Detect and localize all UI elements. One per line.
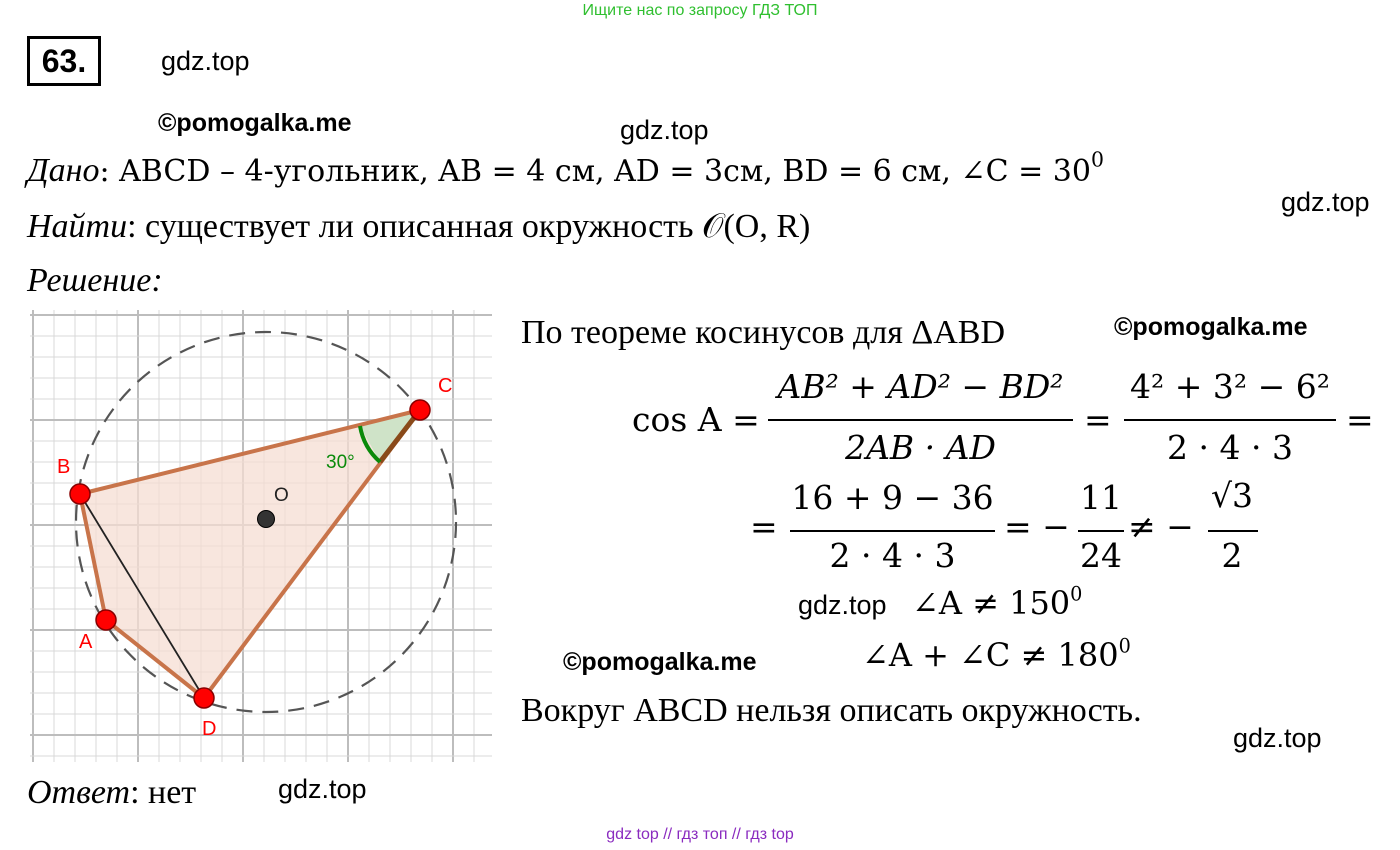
watermark-gdz: gdz.top (161, 46, 250, 76)
point-d (194, 688, 214, 708)
footer-links: gdz top // гдз топ // гдз top (606, 826, 794, 843)
formula-equals-minus: = − (1004, 507, 1070, 546)
given-label: Дано (27, 152, 100, 189)
fraction-5-denominator: 2 (1221, 536, 1243, 575)
watermark-gdz: gdz.top (1281, 187, 1370, 217)
point-a (96, 610, 116, 630)
watermark-pomogalka: ©pomogalka.me (563, 648, 757, 676)
watermark-gdz: gdz.top (1233, 723, 1322, 753)
given-line (27, 147, 1104, 190)
given-text: : ABCD – 4-угольник, AB = 4 см, AD = 3см, BD = 6 см, ∠C = 30 (99, 154, 1091, 189)
conclusion-line: Вокруг ABCD нельзя описать окружность. (521, 692, 1142, 729)
fraction-2-bar (1124, 419, 1336, 421)
top-banner: Ищите нас по запросу ГДЗ ТОП (582, 2, 818, 19)
angle-label: 30° (326, 452, 355, 473)
geometry-figure (30, 310, 492, 762)
fraction-4-denominator: 24 (1080, 536, 1122, 575)
find-line (27, 208, 810, 246)
fraction-1-bar (768, 419, 1073, 421)
angle-sum-text: ∠A + ∠C ≠ 180 (862, 636, 1119, 674)
watermark-pomogalka: ©pomogalka.me (1114, 313, 1308, 341)
point-b (70, 484, 90, 504)
watermark-gdz: gdz.top (620, 115, 709, 145)
answer-label: Ответ (27, 774, 131, 811)
label-b: B (57, 456, 71, 478)
watermark-pomogalka: ©pomogalka.me (158, 109, 352, 137)
angle-a-line (912, 584, 1082, 622)
fraction-2-numerator: 4² + 3² − 6² (1130, 367, 1330, 406)
label-d: D (202, 718, 217, 740)
given-degree: 0 (1090, 147, 1104, 172)
angle-sum-line (862, 636, 1131, 674)
formula-equals: = (1084, 400, 1112, 439)
fraction-5-numerator: √3 (1210, 476, 1254, 515)
label-a: A (79, 631, 93, 653)
formula-equals-end: = (1346, 400, 1374, 439)
find-text: : существует ли описанная окружность 𝒪(O, R) (127, 208, 811, 245)
fraction-4-numerator: 11 (1080, 478, 1122, 517)
watermark-gdz: gdz.top (798, 590, 887, 620)
angle-a-text: ∠A ≠ 150 (912, 584, 1071, 622)
angle-a-degree: 0 (1070, 582, 1083, 606)
fraction-2-denominator: 2 · 4 · 3 (1167, 428, 1293, 467)
formula-lhs: cos A = (632, 400, 760, 439)
center-point-o (258, 511, 275, 528)
label-o: O (274, 485, 289, 506)
watermark-gdz: gdz.top (278, 774, 367, 804)
point-c (410, 400, 430, 420)
answer-line (27, 774, 196, 812)
fraction-5-bar (1208, 530, 1258, 532)
problem-number: 63. (27, 36, 101, 86)
solution-label: Решение: (27, 262, 163, 299)
find-label: Найти (27, 208, 128, 245)
label-c: C (438, 375, 453, 397)
fraction-3-bar (790, 530, 995, 532)
fraction-4-bar (1078, 530, 1124, 532)
angle-sum-degree: 0 (1118, 634, 1131, 658)
fraction-1-numerator: AB² + AD² − BD² (777, 367, 1064, 406)
formula-neq-minus: ≠ − (1128, 507, 1194, 546)
formula-equals-start: = (750, 507, 778, 546)
answer-text: : нет (130, 774, 197, 811)
fraction-3-numerator: 16 + 9 − 36 (791, 478, 994, 517)
fraction-3-denominator: 2 · 4 · 3 (829, 536, 956, 575)
fraction-1-denominator: 2AB · AD (845, 428, 996, 467)
theorem-line: По теореме косинусов для ΔABD (521, 314, 1006, 351)
